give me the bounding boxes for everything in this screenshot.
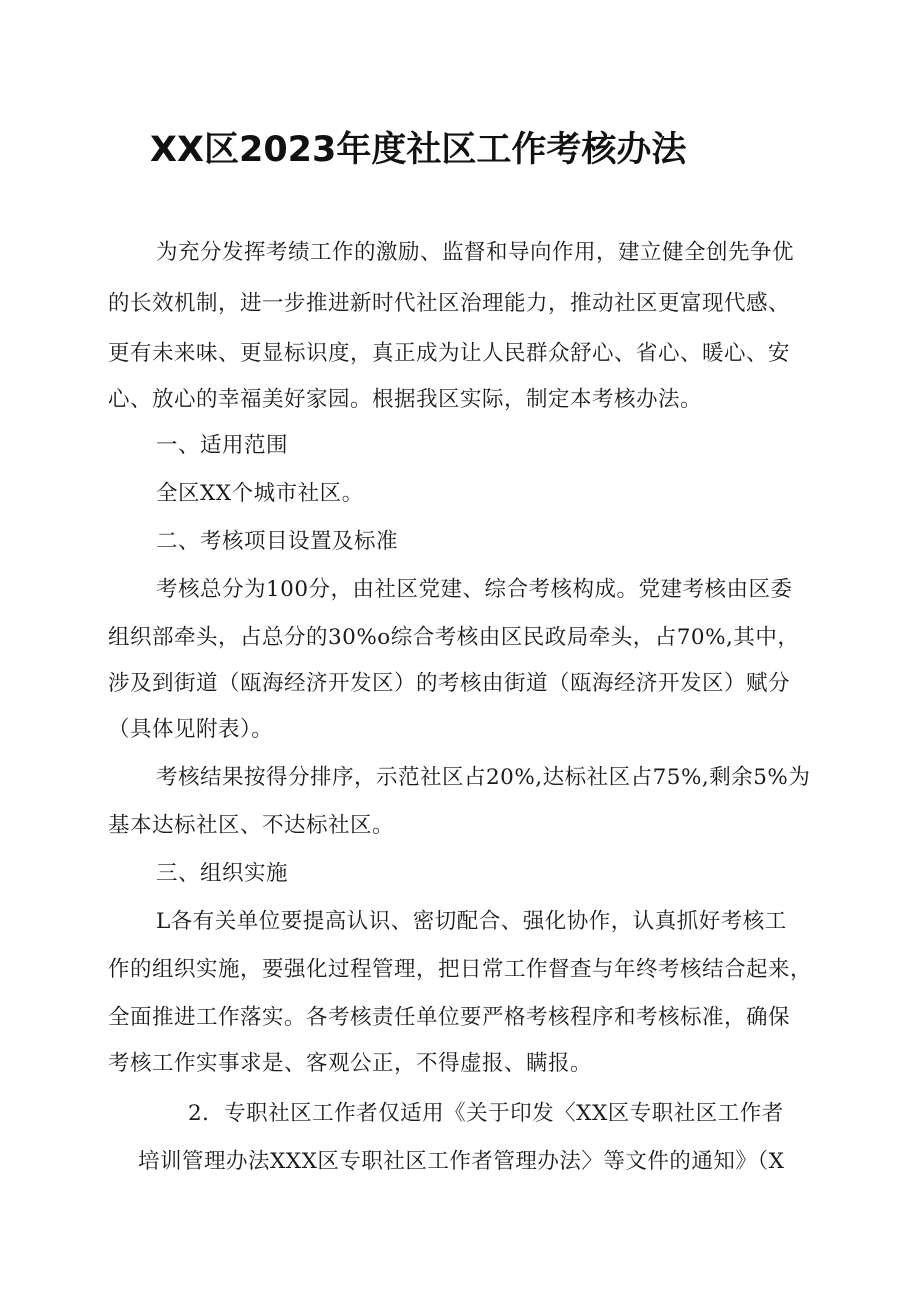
body-line-8: 考核总分为100分，由社区党建、综合考核构成。党建考核由区委 xyxy=(156,577,793,602)
section-heading-scope: 一、适用范围 xyxy=(156,433,289,458)
body-line-10: 涉及到街道（瓯海经济开发区）的考核由街道（瓯海经济开发区）赋分 xyxy=(108,671,791,696)
section-heading-implementation: 三、组织实施 xyxy=(156,861,289,886)
body-line-1: 为充分发挥考绩工作的激励、监督和导向作用，建立健全创先争优 xyxy=(156,240,795,265)
body-line-13: 基本达标社区、不达标社区。 xyxy=(108,813,395,838)
document-title: XX区2023年度社区工作考核办法 xyxy=(150,130,687,170)
body-line-17: 全面推进工作落实。各考核责任单位要严格考核程序和考核标准，确保 xyxy=(108,1005,791,1030)
body-line-12: 考核结果按得分排序，示范社区占20%,达标社区占75%,剩余5%为 xyxy=(156,765,811,790)
body-line-3: 更有未来味、更显标识度，真正成为让人民群众舒心、省心、暖心、安 xyxy=(108,341,791,366)
body-line-9: 组织部牵头，占总分的30%o综合考核由区民政局牵头，占70%,其中， xyxy=(108,625,800,650)
body-line-18: 考核工作实事求是、客观公正，不得虚报、瞒报。 xyxy=(108,1051,593,1076)
body-line-scope: 全区XX个城市社区。 xyxy=(156,481,364,506)
body-line-11: （具体见附表）。 xyxy=(108,717,274,742)
body-line-2: 的长效机制，进一步推进新时代社区治理能力，推动社区更富现代感、 xyxy=(108,291,791,316)
section-heading-standards: 二、考核项目设置及标准 xyxy=(156,529,399,554)
body-line-20: 培训管理办法XXX区专职社区工作者管理办法〉等文件的通知》（X xyxy=(138,1149,785,1174)
body-line-4: 心、放心的幸福美好家园。根据我区实际，制定本考核办法。 xyxy=(108,387,703,412)
body-line-15: L各有关单位要提高认识、密切配合、强化协作，认真抓好考核工 xyxy=(156,909,787,934)
body-line-16: 作的组织实施，要强化过程管理，把日常工作督查与年终考核结合起来， xyxy=(108,957,813,982)
body-line-19: 2．专职社区工作者仅适用《关于印发〈XX区专职社区工作者 xyxy=(188,1101,784,1126)
